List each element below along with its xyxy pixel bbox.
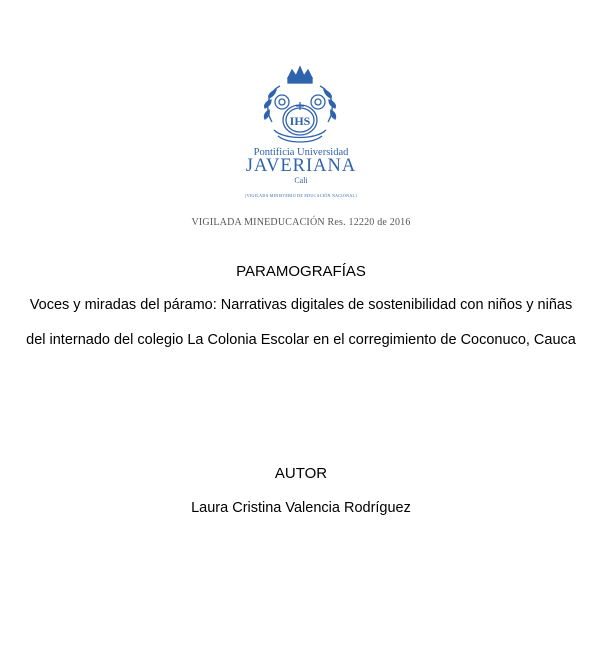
seal-emblem-icon (250, 64, 350, 144)
institution-name-line1: Pontificia Universidad (253, 147, 349, 158)
institution-tiny-caption: [VIGILADA MINISTERIO DE EDUCACIÓN NACIONAL] (245, 193, 357, 198)
vigilada-notice: VIGILADA MINEDUCACIÓN Res. 12220 de 2016 (191, 217, 411, 228)
author-heading: AUTOR (274, 465, 328, 482)
author-name: Laura Cristina Valencia Rodríguez (191, 500, 411, 516)
institution-city: Cali (294, 176, 308, 185)
institution-name-line2: JAVERIANA (245, 156, 357, 176)
document-title: PARAMOGRAFÍAS (236, 263, 366, 280)
document-subtitle-line1: Voces y miradas del páramo: Narrativas digitales de sostenibilidad con niños y niñas (29, 297, 573, 313)
seal-monogram: IHS (289, 114, 311, 128)
document-subtitle-line2: del internado del colegio La Colonia Escolar en el corregimiento de Coconuco, Cauca (26, 332, 576, 348)
